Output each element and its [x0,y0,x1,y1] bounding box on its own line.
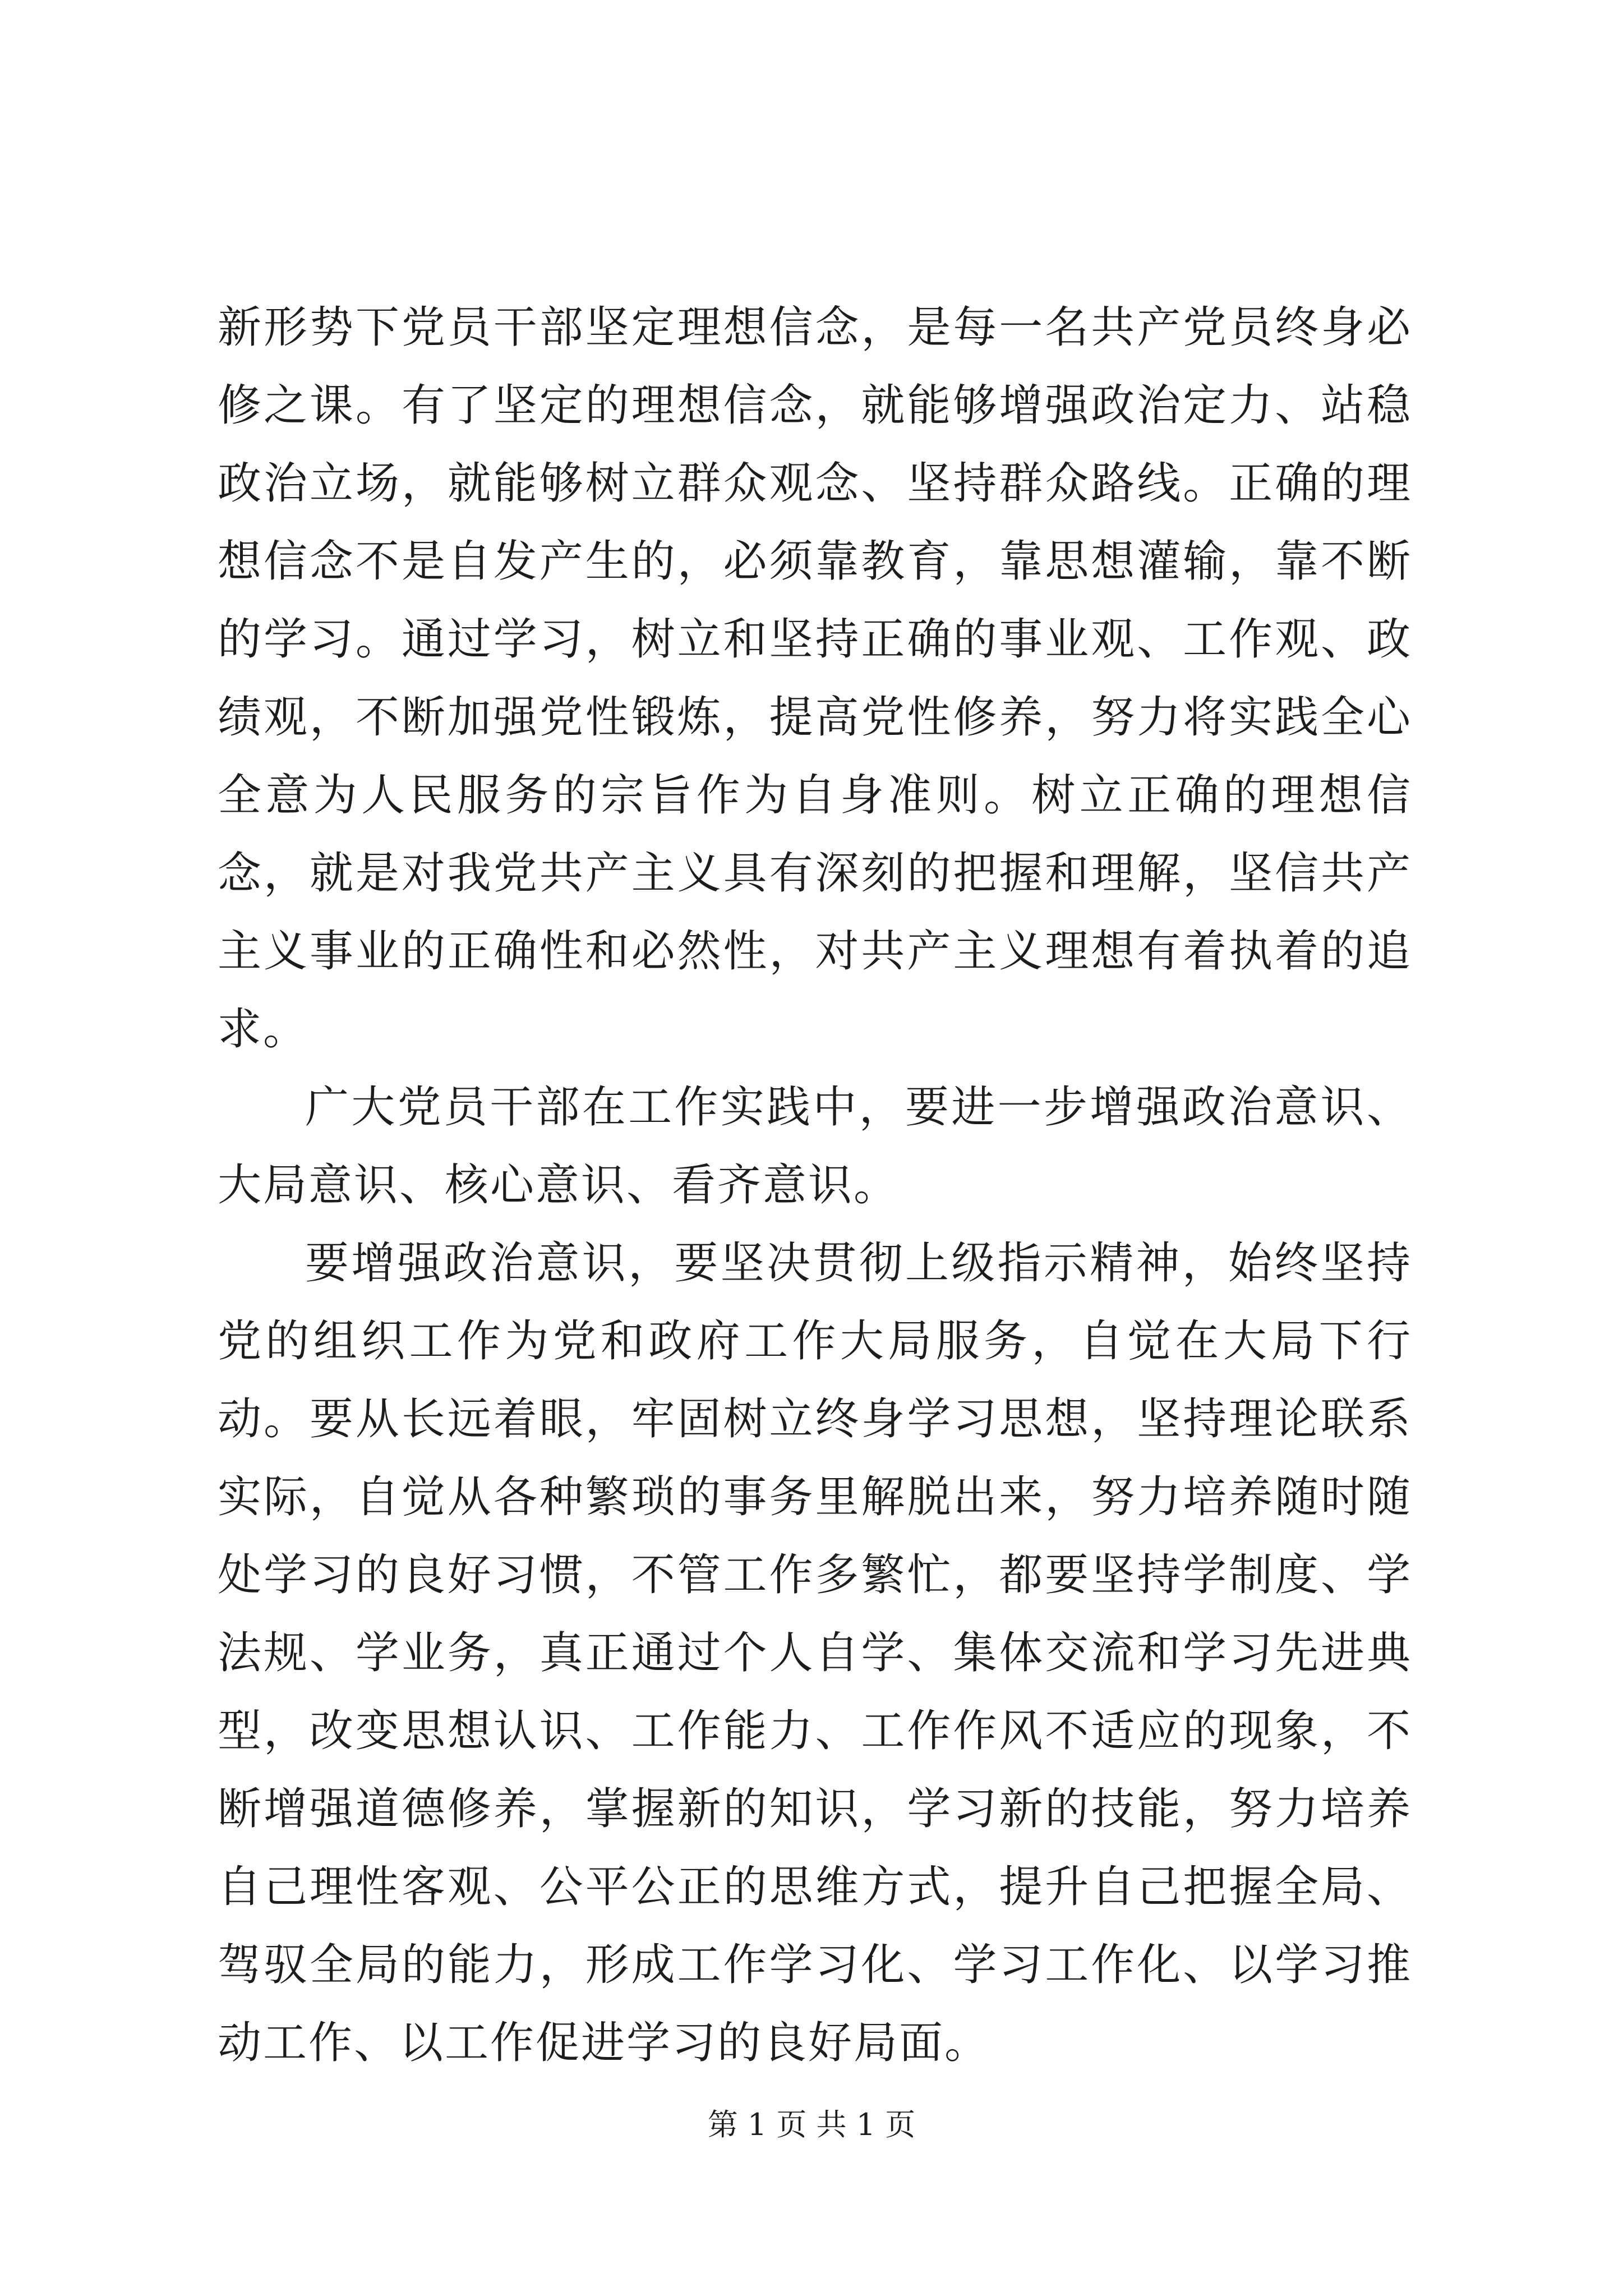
paragraph-2: 广大党员干部在工作实践中，要进一步增强政治意识、大局意识、核心意识、看齐意识。 [218,1082,1412,1211]
paragraph-3: 要增强政治意识，要坚决贯彻上级指示精神，始终坚持党的组织工作为党和政府工作大局服务，自觉在大局下行动。要从长远着眼，牢固树立终身学习思想，坚持理论联系实际，自觉从各种繁琐的事务里解脱出来，努力培养随时随处学习的良好习惯，不管工作多繁忙，都要坚持学制度、学法规、学业务，真正通过个人自学、集体交流和学习先进典型，改变思想认识、工作能力、工作作风不适应的现象，不断增强道德修养，掌握新的知识，学习新的技能，努力培养自己理性客观、公平公正的思维方式，提升自己把握全局、驾驭全局的能力，形成工作学习化、学习工作化、以学习推动工作、以工作促进学习的良好局面。 [218,1238,1412,2068]
document-body [218,289,1412,2082]
paragraph-1: 新形势下党员干部坚定理想信念，是每一名共产党员终身必修之课。有了坚定的理想信念，就能够增强政治定力、站稳政治立场，就能够树立群众观念、坚持群众路线。正确的理想信念不是自发产生的，必须靠教育，靠思想灌输，靠不断的学习。通过学习，树立和坚持正确的事业观、工作观、政绩观，不断加强党性锻炼，提高党性修养，努力将实践全心全意为人民服务的宗旨作为自身准则。树立正确的理想信念，就是对我党共产主义具有深刻的把握和理解，坚信共产主义事业的正确性和必然性，对共产主义理想有着执着的追求。 [218,302,1412,1055]
page-footer: 第 1 页 共 1 页 [707,2107,916,2142]
